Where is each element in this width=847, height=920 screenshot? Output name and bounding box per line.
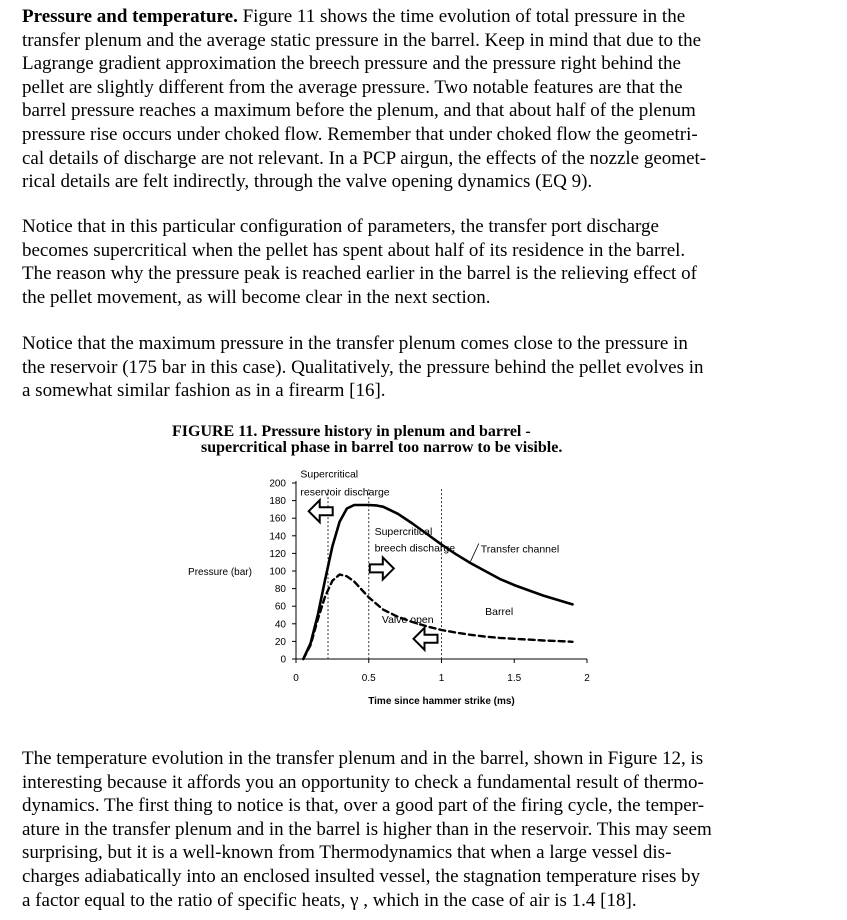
y-tick-label: 160 (269, 513, 286, 525)
paragraph-line: pellet are slightly different from the average pressure. Two notable features are that the (22, 76, 683, 98)
y-tick-label: 0 (280, 654, 286, 666)
paragraph-line: becomes supercritical when the pellet has spent about half of its residence in the barrel. (22, 239, 686, 261)
paragraph-line: interesting because it affords you an opportunity to check a fundamental result of thermo- (22, 771, 704, 793)
x-tick-label: 0.5 (361, 673, 376, 684)
paragraph-line: Notice that in this particular configuration of parameters, the transfer port discharge (22, 216, 659, 237)
y-tick-label: 20 (274, 636, 286, 648)
paragraph-line-text: Figure 11 shows the time evolution of total pressure in the (237, 6, 686, 27)
y-tick-label: 40 (274, 619, 286, 631)
paragraph-line: dynamics. The first thing to notice is that, over a good part of the firing cycle, the temper- (22, 795, 705, 817)
x-tick-label: 1.5 (507, 673, 522, 684)
y-axis-label: Pressure (bar) (188, 567, 252, 578)
y-tick-label: 80 (274, 584, 286, 596)
y-tick-label: 120 (269, 548, 286, 560)
transfer-channel-leader-line (471, 544, 479, 562)
figure-caption-line-2: supercritical phase in barrel too narrow to be visible. (201, 439, 563, 456)
paragraph-line: rical details are felt indirectly, through the valve opening dynamics (EQ 9). (22, 171, 593, 193)
paragraph-line: a factor equal to the ratio of specific heats, γ , which in the case of air is 1.4 [18]. (22, 889, 637, 911)
paragraph-line: the reservoir (175 bar in this case). Qualitatively, the pressure behind the pellet evolves in (22, 356, 704, 378)
paragraph-line: the pellet movement, as will become clear in the next section. (22, 286, 491, 308)
y-tick-label: 140 (269, 531, 286, 543)
paragraph-line: surprising, but it is a well-known from Thermodynamics that when a large vessel dis- (22, 842, 672, 864)
chart-annotation: Transfer channel (480, 543, 560, 556)
chart-annotation: Supercritical (300, 468, 359, 481)
paragraph-line: Lagrange gradient approximation the breech pressure and the pressure right behind the (22, 53, 681, 75)
x-tick-label: 2 (584, 673, 590, 684)
y-tick-label: 60 (274, 601, 286, 613)
chart-annotation: Valve open (381, 613, 434, 626)
paragraph-line: a somewhat similar fashion as in a firearm [16]. (22, 380, 386, 402)
paragraph-line: The temperature evolution in the transfer plenum and in the barrel, shown in Figure 12, is (22, 748, 704, 769)
x-axis-label: Time since hammer strike (ms) (368, 696, 515, 707)
paragraph-line: cal details of discharge are not relevant. In a PCP airgun, the effects of the nozzle geomet- (22, 147, 707, 169)
arrow-right-icon (370, 557, 394, 579)
paragraph-line: ature in the transfer plenum and in the barrel is higher than in the reservoir. This may seem (22, 818, 712, 840)
paragraph-line: pressure rise occurs under choked flow. Remember that under choked flow the geometri- (22, 123, 698, 145)
chart-annotation: Supercritical (374, 525, 433, 538)
y-tick-label: 200 (269, 478, 286, 490)
paragraph-line: barrel pressure reaches a maximum before the plenum, and that about half of the plenum (22, 100, 696, 122)
section-lead-heading: Pressure and temperature. (22, 6, 238, 27)
paragraph-line: The reason why the pressure peak is reached earlier in the barrel is the relieving effect of (22, 263, 697, 285)
x-tick-label: 1 (438, 673, 445, 684)
chart-annotation: reservoir discharge (300, 486, 390, 499)
paragraph-temperature-evolution (22, 747, 832, 912)
figure-caption-line-1: FIGURE 11. Pressure history in plenum and barrel - (172, 423, 531, 440)
arrow-left-icon (309, 500, 333, 522)
paragraph-line: charges adiabatically into an enclosed insulted vessel, the stagnation temperature rises by (22, 865, 701, 887)
x-tick-label: 0 (293, 673, 299, 684)
barrel-series-line (303, 575, 572, 660)
chart-annotation: Barrel (485, 606, 514, 618)
paragraph-line: Notice that the maximum pressure in the transfer plenum comes close to the pressure in (22, 333, 688, 354)
y-tick-label: 180 (269, 496, 286, 508)
chart-annotation: breech discharge (374, 542, 456, 555)
paragraph-line: transfer plenum and the average static pressure in the barrel. Keep in mind that due to the (22, 29, 701, 51)
arrow-left-icon (414, 628, 438, 650)
y-tick-label: 100 (269, 566, 286, 578)
